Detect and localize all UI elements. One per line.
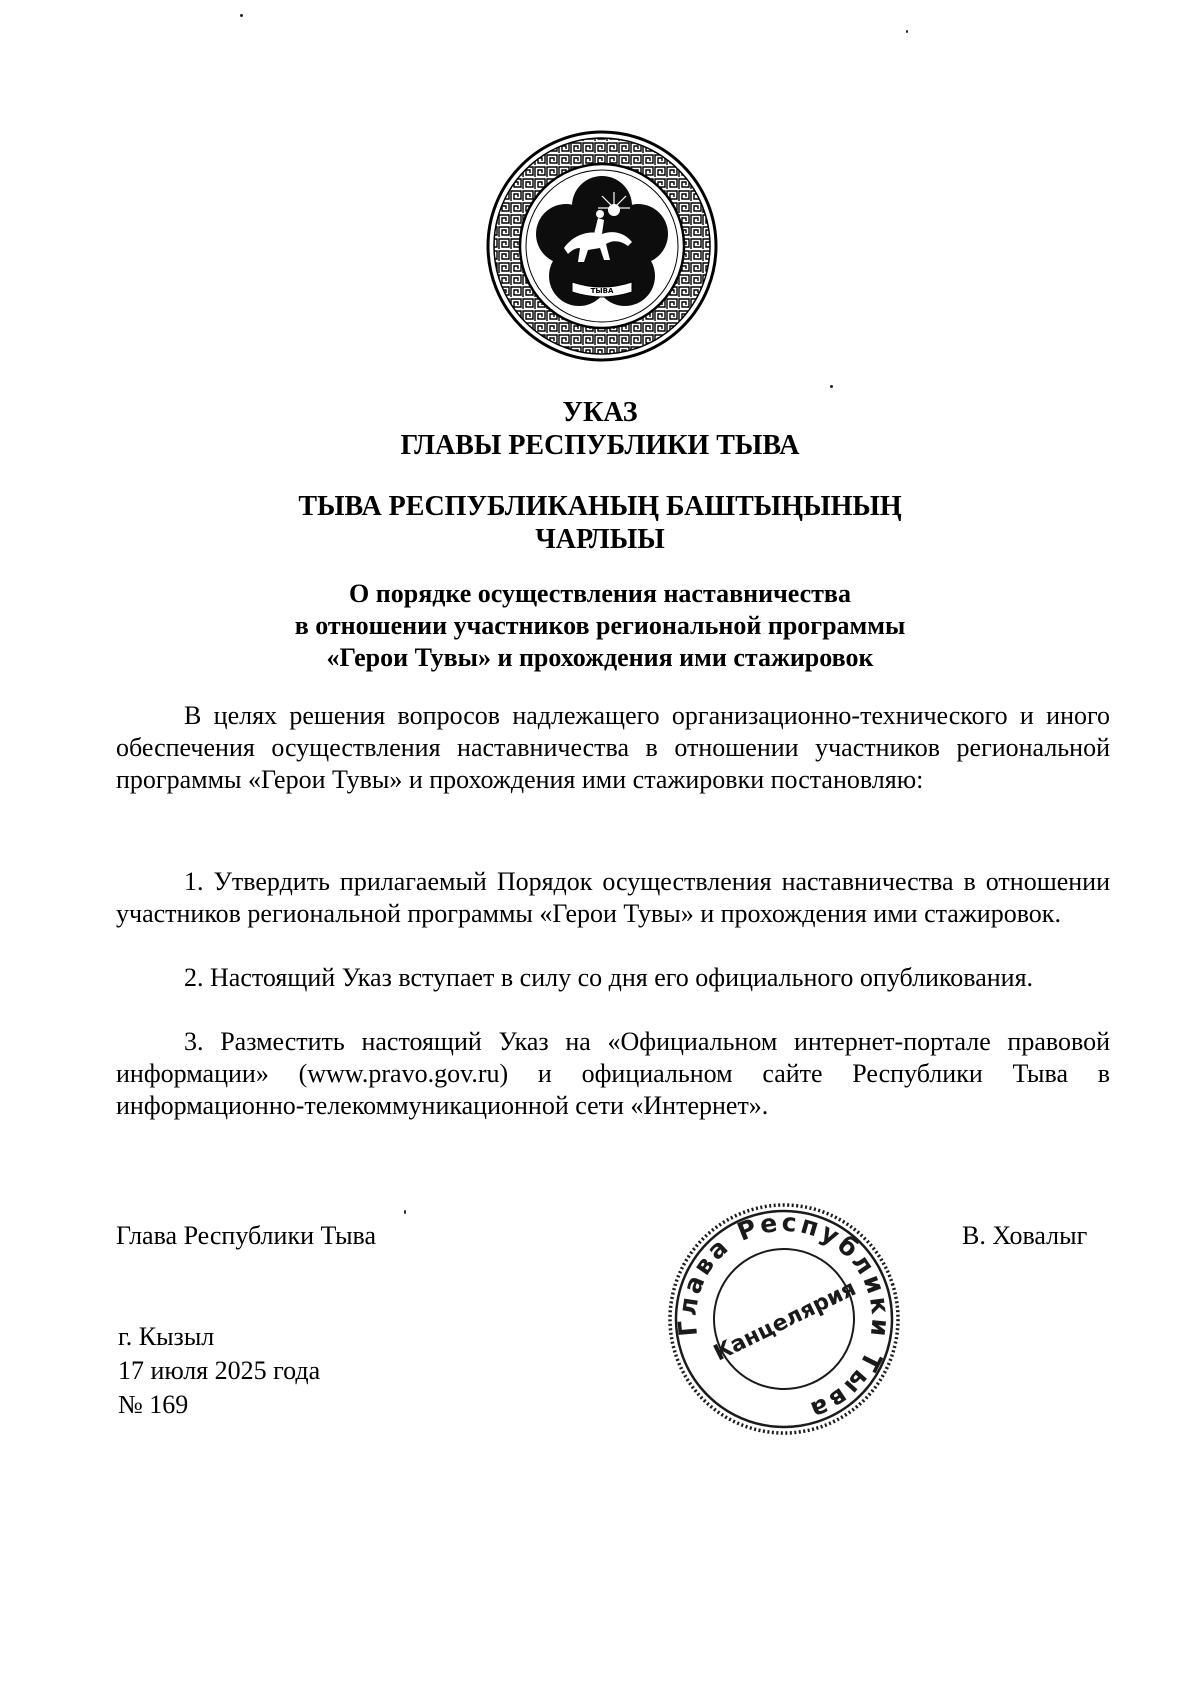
scan-speck	[404, 1210, 406, 1214]
decree-item-2	[116, 962, 1110, 994]
scan-speck	[906, 30, 908, 33]
emblem-banner-text: ТЫВА	[590, 287, 614, 295]
preamble-text: В целях решения вопросов надлежащего организационно-технического и иного обеспечения осуществления наставничества в отношении участников региональной программы «Герои Тувы» и прохождения ими стажировки постановляю:	[116, 701, 1110, 794]
decree-title-line1: УКАЗ	[562, 397, 638, 428]
decree-item-1	[116, 866, 1110, 930]
coat-of-arms-emblem	[486, 130, 718, 362]
signatory-position: Глава Республики Тыва	[116, 1221, 377, 1250]
tuvan-title-line2: ЧАРЛЫЫ	[535, 524, 665, 555]
decree-title	[0, 396, 1200, 462]
tuvan-title-line1: ТЫВА РЕСПУБЛИКАНЫҢ БАШТЫҢЫНЫҢ	[298, 491, 902, 522]
subject-line3: «Герои Тувы» и прохождения ими стажировок	[326, 643, 874, 672]
decree-place-date	[118, 1320, 320, 1422]
stamp-ring-text: Глава Республики Тыва	[672, 1207, 896, 1427]
decree-title-tuvan	[0, 490, 1200, 556]
decree-item-3	[116, 1026, 1110, 1122]
subject-line1: О порядке осуществления наставничества	[349, 579, 851, 608]
decree-number: № 169	[118, 1390, 189, 1419]
decree-subject	[0, 578, 1200, 674]
signatory-name: В. Ховалыг	[962, 1221, 1088, 1250]
scan-speck	[240, 14, 243, 17]
preamble-paragraph	[116, 700, 1110, 796]
decree-title-line2: ГЛАВЫ РЕСПУБЛИКИ ТЫВА	[400, 430, 800, 461]
decree-item-1-text: 1. Утвердить прилагаемый Порядок осуществления наставничества в отношении участников региональной программы «Герои Тувы» и прохождения ими стажировок.	[116, 867, 1110, 928]
date-text: 17 июля 2025 года	[118, 1356, 321, 1385]
stamp-center-text: Канцелярия	[710, 1276, 861, 1367]
decree-item-2-text: 2. Настоящий Указ вступает в силу со дня его официального опубликования.	[184, 963, 1034, 992]
city-text: г. Кызыл	[118, 1322, 215, 1351]
tuva-coat-of-arms-icon	[486, 130, 718, 362]
official-stamp	[665, 1200, 903, 1438]
subject-line2: в отношении участников региональной программы	[294, 611, 906, 640]
scan-speck	[830, 385, 833, 388]
decree-item-3-text: 3. Разместить настоящий Указ на «Официальном интернет-портале правовой информации» (www.pravo.gov.ru) и официальном сайте Республики Тыва в информационно-телекоммуникационной сети «Интернет».	[116, 1027, 1110, 1120]
